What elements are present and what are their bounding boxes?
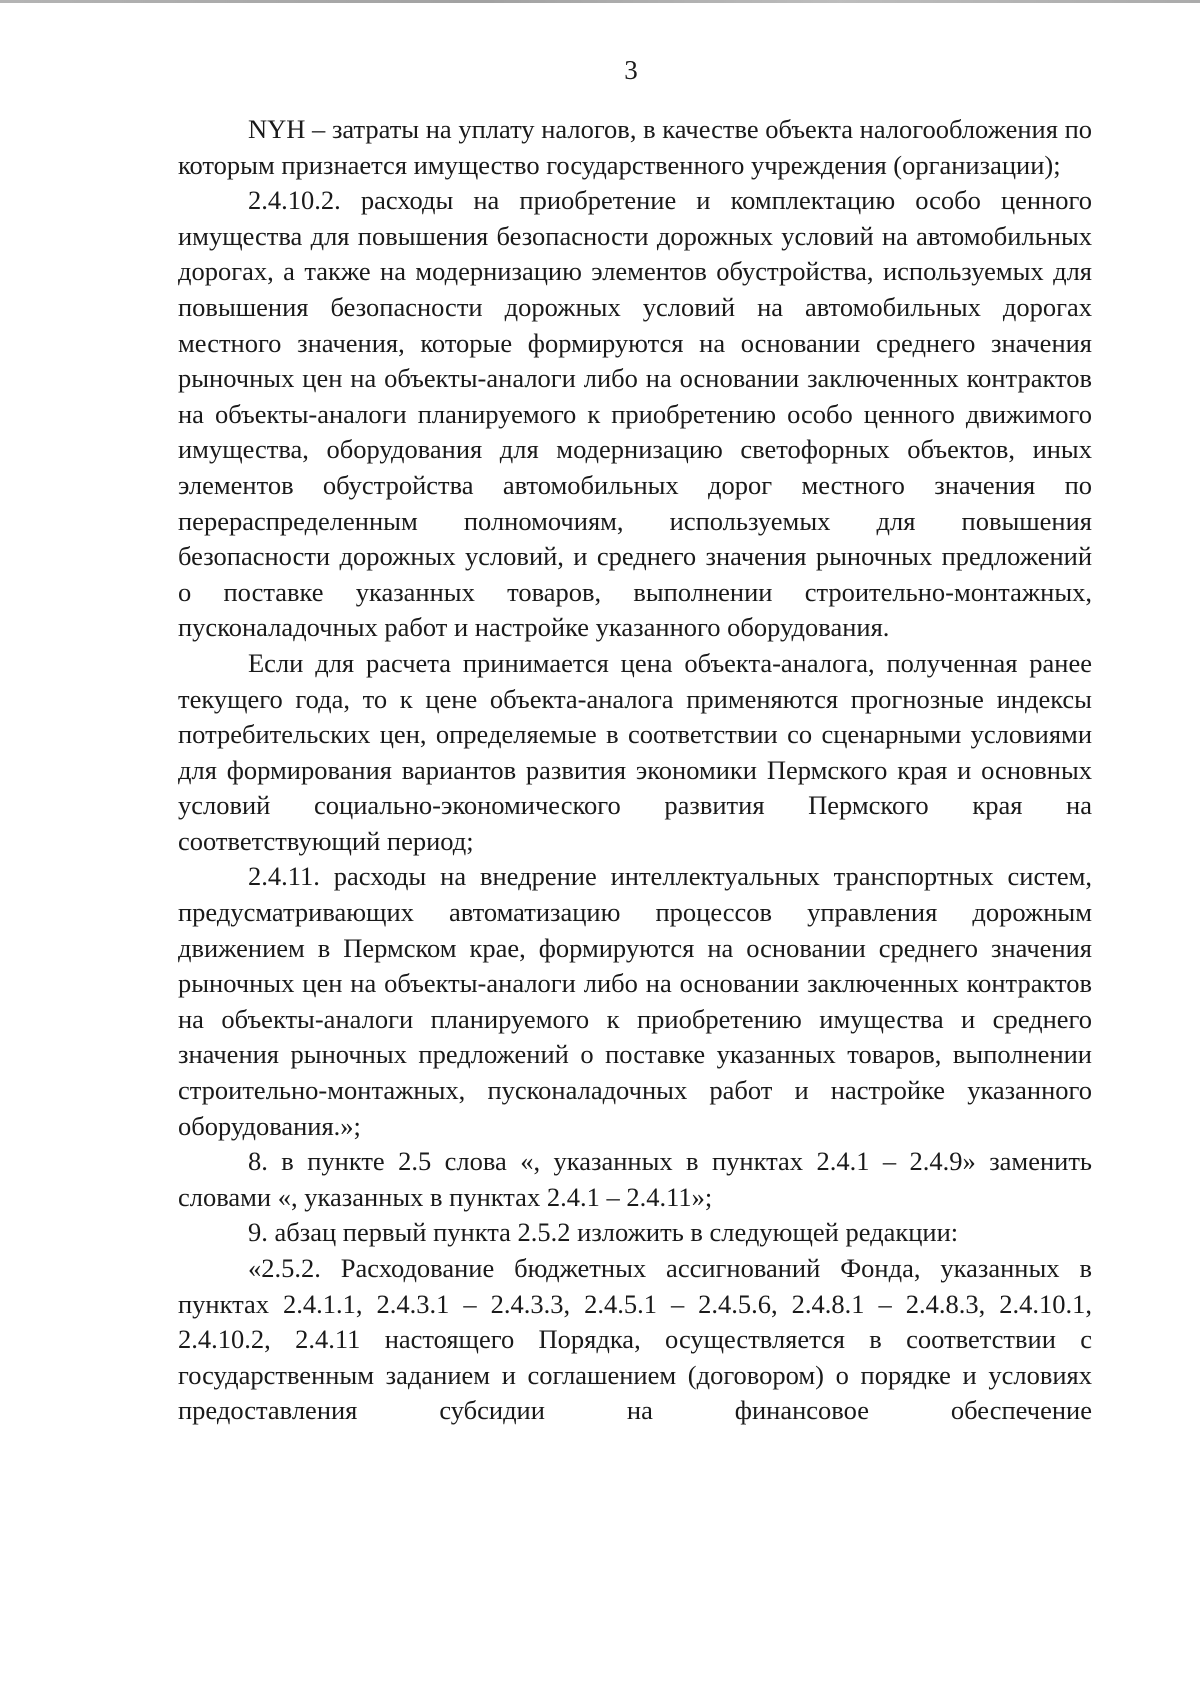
paragraph-2-4-11: 2.4.11. расходы на внедрение интеллектуальных транспортных систем, предусматривающих автоматизацию процессов управления дорожным движением в Пермском крае, формируются на основании среднего значения рыночных цен на объекты-аналоги либо на основании заключенных контрактов на объекты-аналоги планируемого к приобретению имущества и среднего значения рыночных предложений о поставке указанных товаров, выполнении строительно-монтажных, пусконаладочных работ и настройке указанного оборудования.»; (178, 861, 1092, 1141)
document-body (178, 112, 1092, 1429)
scan-top-edge (0, 0, 1200, 3)
paragraph-nyh-definition: NYH – затраты на уплату налогов, в качестве объекта налогообложения по которым признается имущество государственного учреждения (организации); (178, 114, 1092, 180)
paragraph-2-5-2: «2.5.2. Расходование бюджетных ассигнований Фонда, указанных в пунктах 2.4.1.1, 2.4.3.1 – 2.4.3.3, 2.4.5.1 – 2.4.5.6, 2.4.8.1 – 2.4.8.3, 2.4.10.1, 2.4.10.2, 2.4.11 настоящего Порядка, осуществляется в соответствии с государственным заданием и соглашением (договором) о порядке и условиях предоставления субсидии на финансовое обеспечение (178, 1253, 1092, 1426)
paragraph-item-8: 8. в пункте 2.5 слова «, указанных в пунктах 2.4.1 – 2.4.9» заменить словами «, указанных в пунктах 2.4.1 – 2.4.11»; (178, 1146, 1092, 1212)
paragraph-item-9: 9. абзац первый пункта 2.5.2 изложить в следующей редакции: (248, 1217, 959, 1248)
paragraph-price-index: Если для расчета принимается цена объекта-аналога, полученная ранее текущего года, то к цене объекта-аналога применяются прогнозные индексы потребительских цен, определяемые в соответствии со сценарными условиями для формирования вариантов развития экономики Пермского края и основных условий социально-экономического развития Пермского края на соответствующий период; (178, 647, 1092, 856)
paragraph-2-4-10-2: 2.4.10.2. расходы на приобретение и комплектацию особо ценного имущества для повышения безопасности дорожных условий на автомобильных дорогах, а также на модернизацию элементов обустройства, используемых для повышения безопасности дорожных условий на автомобильных дорогах местного значения, которые формируются на основании среднего значения рыночных цен на объекты-аналоги либо на основании заключенных контрактов на объекты-аналоги планируемого к приобретению особо ценного движимого имущества, оборудования для модернизацию светофорных объектов, иных элементов обустройства автомобильных дорог местного значения по перераспределенным полномочиям, используемых для повышения безопасности дорожных условий, и среднего значения рыночных предложений о поставке указанных товаров, выполнении строительно-монтажных, пусконаладочных работ и настройке указанного оборудования. (178, 185, 1092, 643)
page-number: 3 (624, 55, 638, 85)
